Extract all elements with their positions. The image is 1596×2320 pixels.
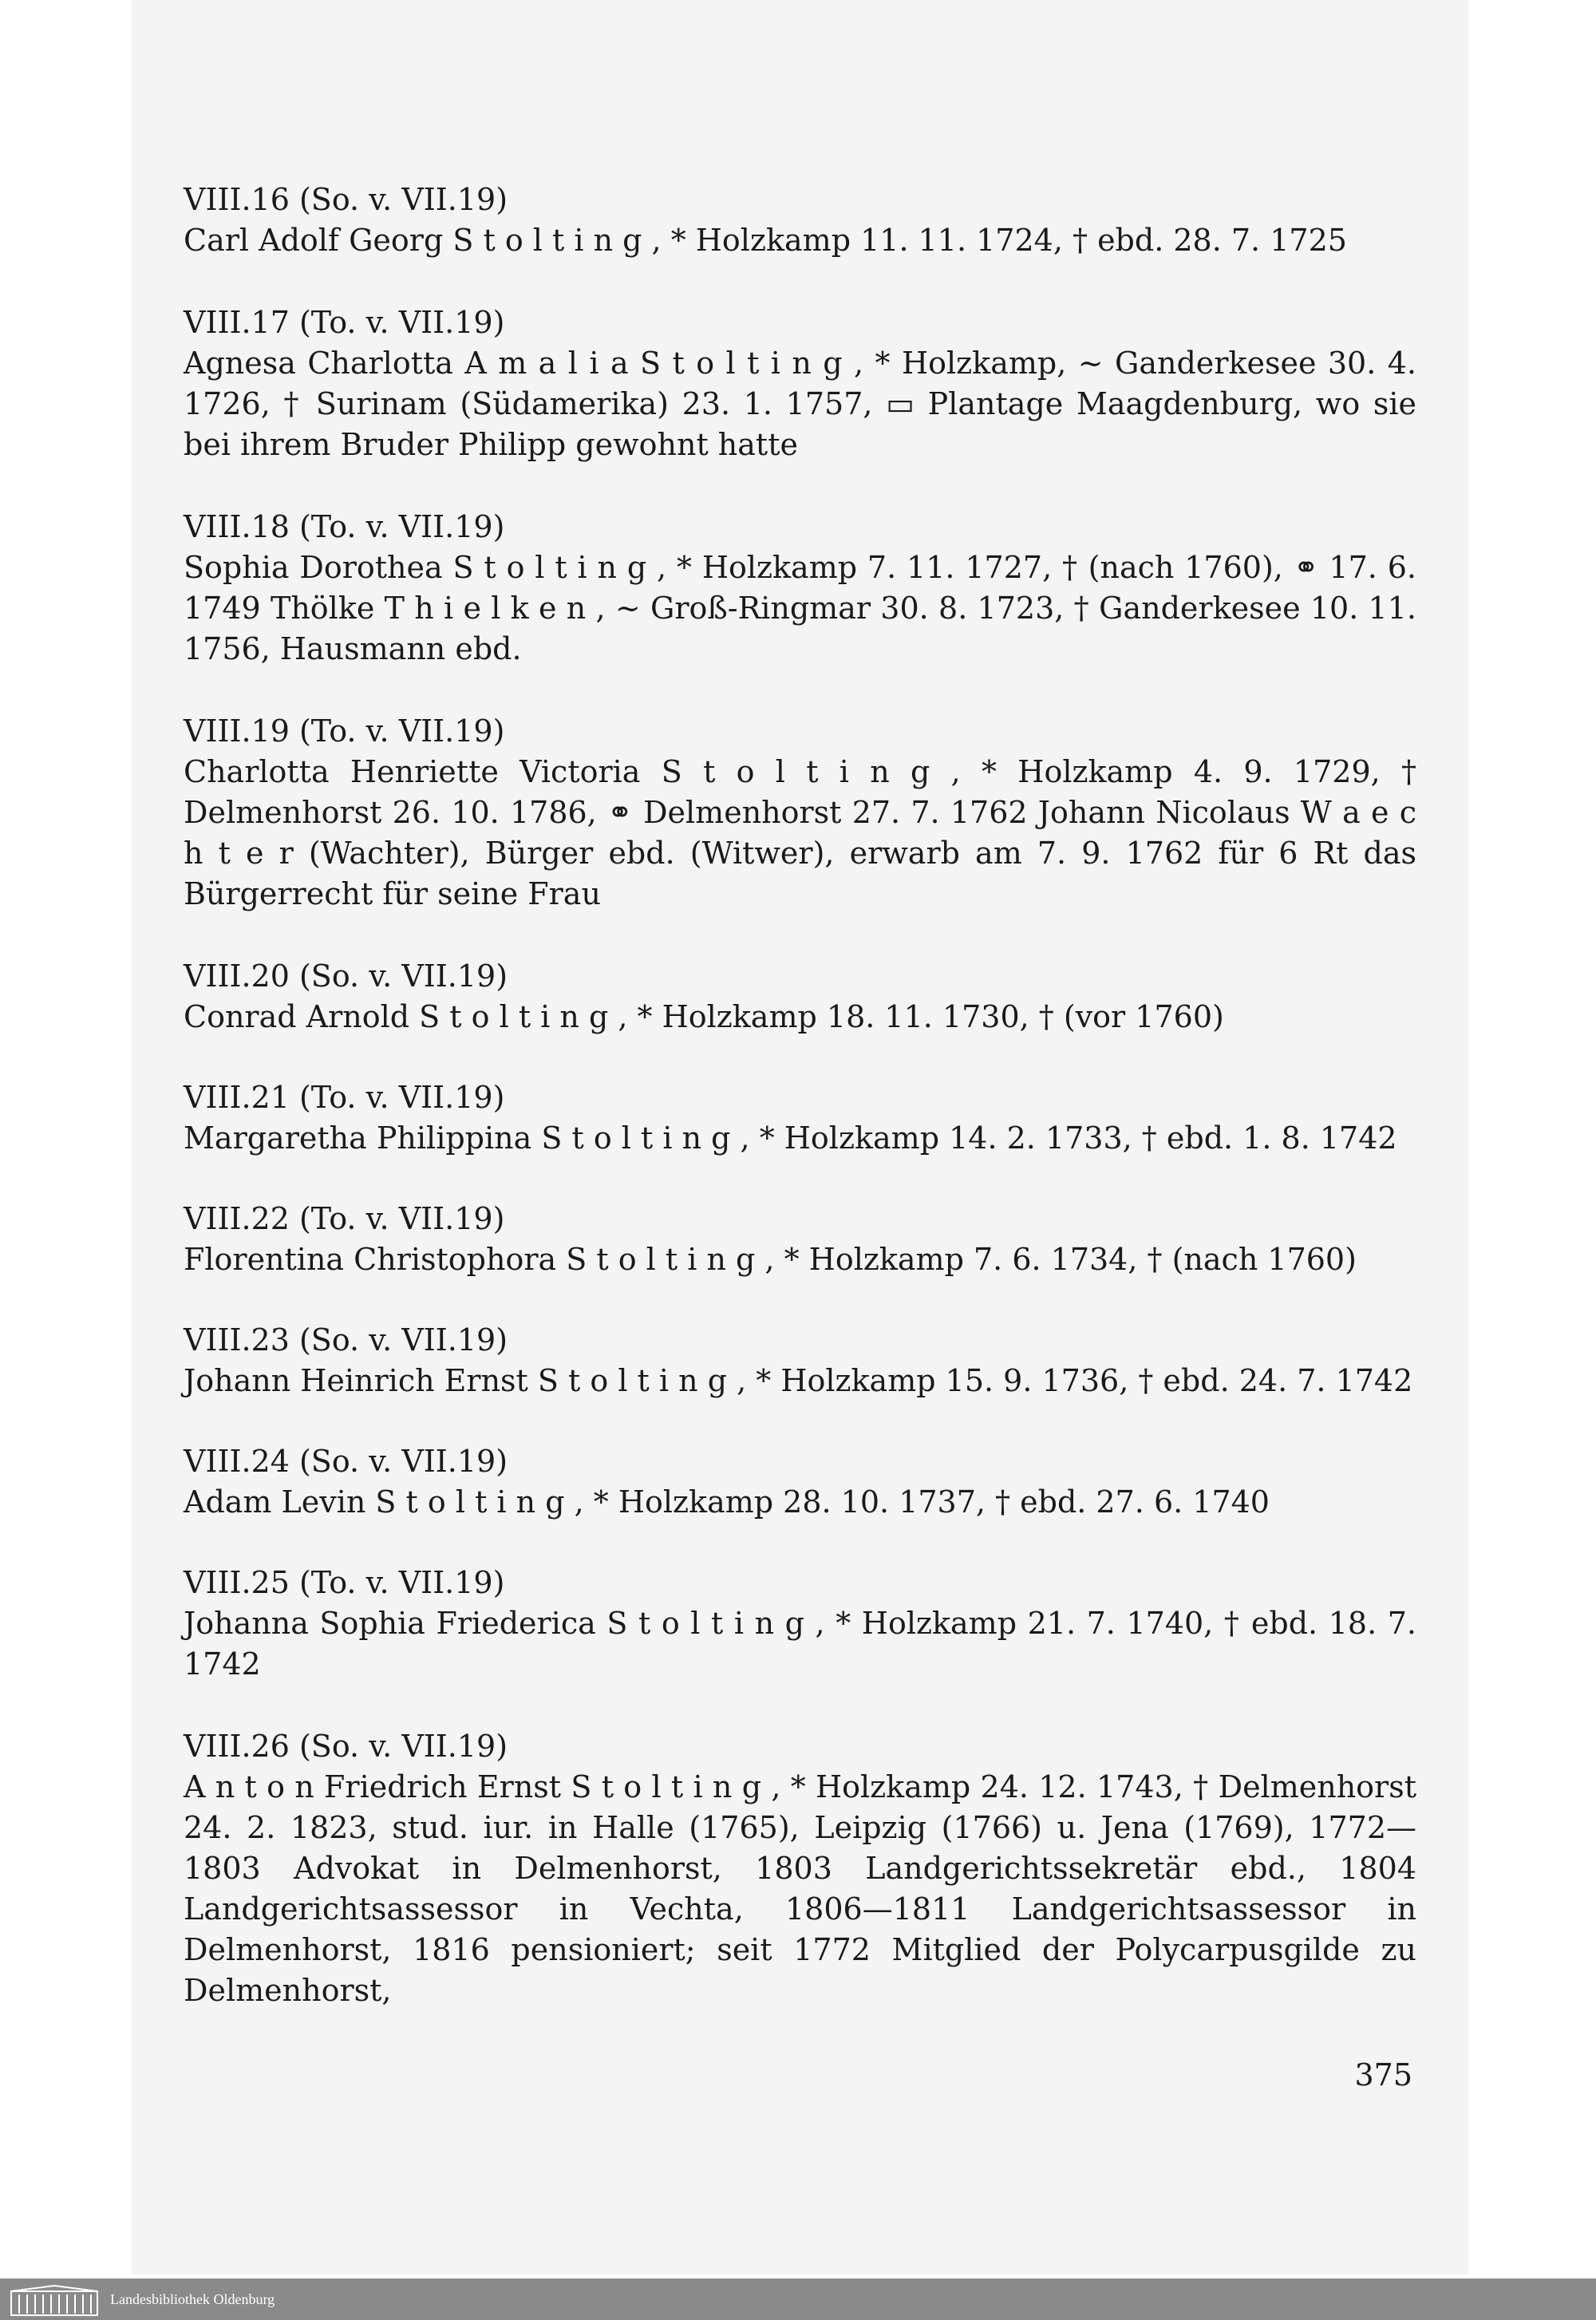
entry-id: VIII.18 (To. v. VII.19): [184, 509, 505, 544]
entry-viii-19: [184, 711, 1416, 915]
entry-viii-25: [184, 1563, 1416, 1685]
entry-viii-20: [184, 956, 1416, 1037]
entry-viii-17: [184, 302, 1416, 465]
entry-viii-26: [184, 1726, 1416, 2011]
entry-text: Johann Heinrich Ernst S t o l t i n g , * Holzkamp 15. 9. 1736, † ebd. 24. 7. 1742: [184, 1363, 1413, 1398]
entry-id: VIII.21 (To. v. VII.19): [184, 1080, 505, 1115]
entry-text: A n t o n Friedrich Ernst S t o l t i n g , * Holzkamp 24. 12. 1743, † Delmenhorst 24. 2. 1823, stud. iur. in Halle (1765), Leipzig (1766) u. Jena (1769), 1772—1803 Advokat in Delmenhorst, 1803 Landgerichtssekretär ebd., 1804 Landgerichtsassessor in Vechta, 1806—1811 Landgerichtsassessor in Delmenhorst, 1816 pensioniert; seit 1772 Mitglied der Polycarpusgilde zu Delmenhorst,: [184, 1769, 1416, 2008]
entry-text: Margaretha Philippina S t o l t i n g , * Holzkamp 14. 2. 1733, † ebd. 1. 8. 1742: [184, 1120, 1397, 1156]
entry-id: VIII.20 (So. v. VII.19): [184, 958, 508, 994]
entry-id: VIII.22 (To. v. VII.19): [184, 1201, 505, 1236]
entry-text: Conrad Arnold S t o l t i n g , * Holzkamp 18. 11. 1730, † (vor 1760): [184, 999, 1224, 1034]
footer-bar: [0, 2279, 1596, 2320]
entry-id: VIII.17 (To. v. VII.19): [184, 305, 505, 340]
entry-text: Florentina Christophora S t o l t i n g , * Holzkamp 7. 6. 1734, † (nach 1760): [184, 1242, 1357, 1277]
library-building-icon: [10, 2282, 99, 2317]
entry-viii-24: [184, 1441, 1416, 1523]
entry-viii-23: [184, 1320, 1416, 1401]
entry-text: Charlotta Henriette Victoria S t o l t i n g , * Holzkamp 4. 9. 1729, † Delmenhorst 26. 10. 1786, ⚭ Delmenhorst 27. 7. 1762 Johann Nicolaus W a e c h t e r (Wachter), Bürger ebd. (Witwer), erwarb am 7. 9. 1762 für 6 Rt das Bürgerrecht für seine Frau: [184, 754, 1416, 911]
entry-text: Carl Adolf Georg S t o l t i n g , * Holzkamp 11. 11. 1724, † ebd. 28. 7. 1725: [184, 223, 1347, 258]
entry-viii-18: [184, 507, 1416, 670]
entry-text: Agnesa Charlotta A m a l i a S t o l t i n g , * Holzkamp, ∼ Ganderkesee 30. 4. 1726, † Surinam (Südamerika) 23. 1. 1757, ▭ Plantage Maagdenburg, wo sie bei ihrem Bruder Philipp gewohnt hatte: [184, 346, 1416, 462]
entry-id: VIII.19 (To. v. VII.19): [184, 713, 505, 749]
entry-text: Johanna Sophia Friederica S t o l t i n g , * Holzkamp 21. 7. 1740, † ebd. 18. 7. 1742: [184, 1606, 1416, 1682]
entry-viii-21: [184, 1077, 1416, 1159]
entry-viii-22: [184, 1199, 1416, 1280]
entry-id: VIII.23 (So. v. VII.19): [184, 1322, 508, 1358]
entry-id: VIII.25 (To. v. VII.19): [184, 1565, 505, 1600]
entry-text: Adam Levin S t o l t i n g , * Holzkamp 28. 10. 1737, † ebd. 27. 6. 1740: [184, 1484, 1270, 1520]
entry-text: Sophia Dorothea S t o l t i n g , * Holzkamp 7. 11. 1727, † (nach 1760), ⚭ 17. 6. 1749 Thölke T h i e l k e n , ∼ Groß-Ringmar 30. 8. 1723, † Ganderkesee 10. 11. 1756, Hausmann ebd.: [184, 550, 1416, 666]
entry-viii-16: [184, 180, 1416, 261]
entry-id: VIII.26 (So. v. VII.19): [184, 1729, 508, 1764]
library-name: Landesbibliothek Oldenburg: [110, 2290, 275, 2307]
entry-id: VIII.24 (So. v. VII.19): [184, 1444, 508, 1479]
page-number: 375: [1354, 2057, 1412, 2093]
entry-id: VIII.16 (So. v. VII.19): [184, 182, 508, 217]
genealogy-text: [184, 180, 1416, 2053]
